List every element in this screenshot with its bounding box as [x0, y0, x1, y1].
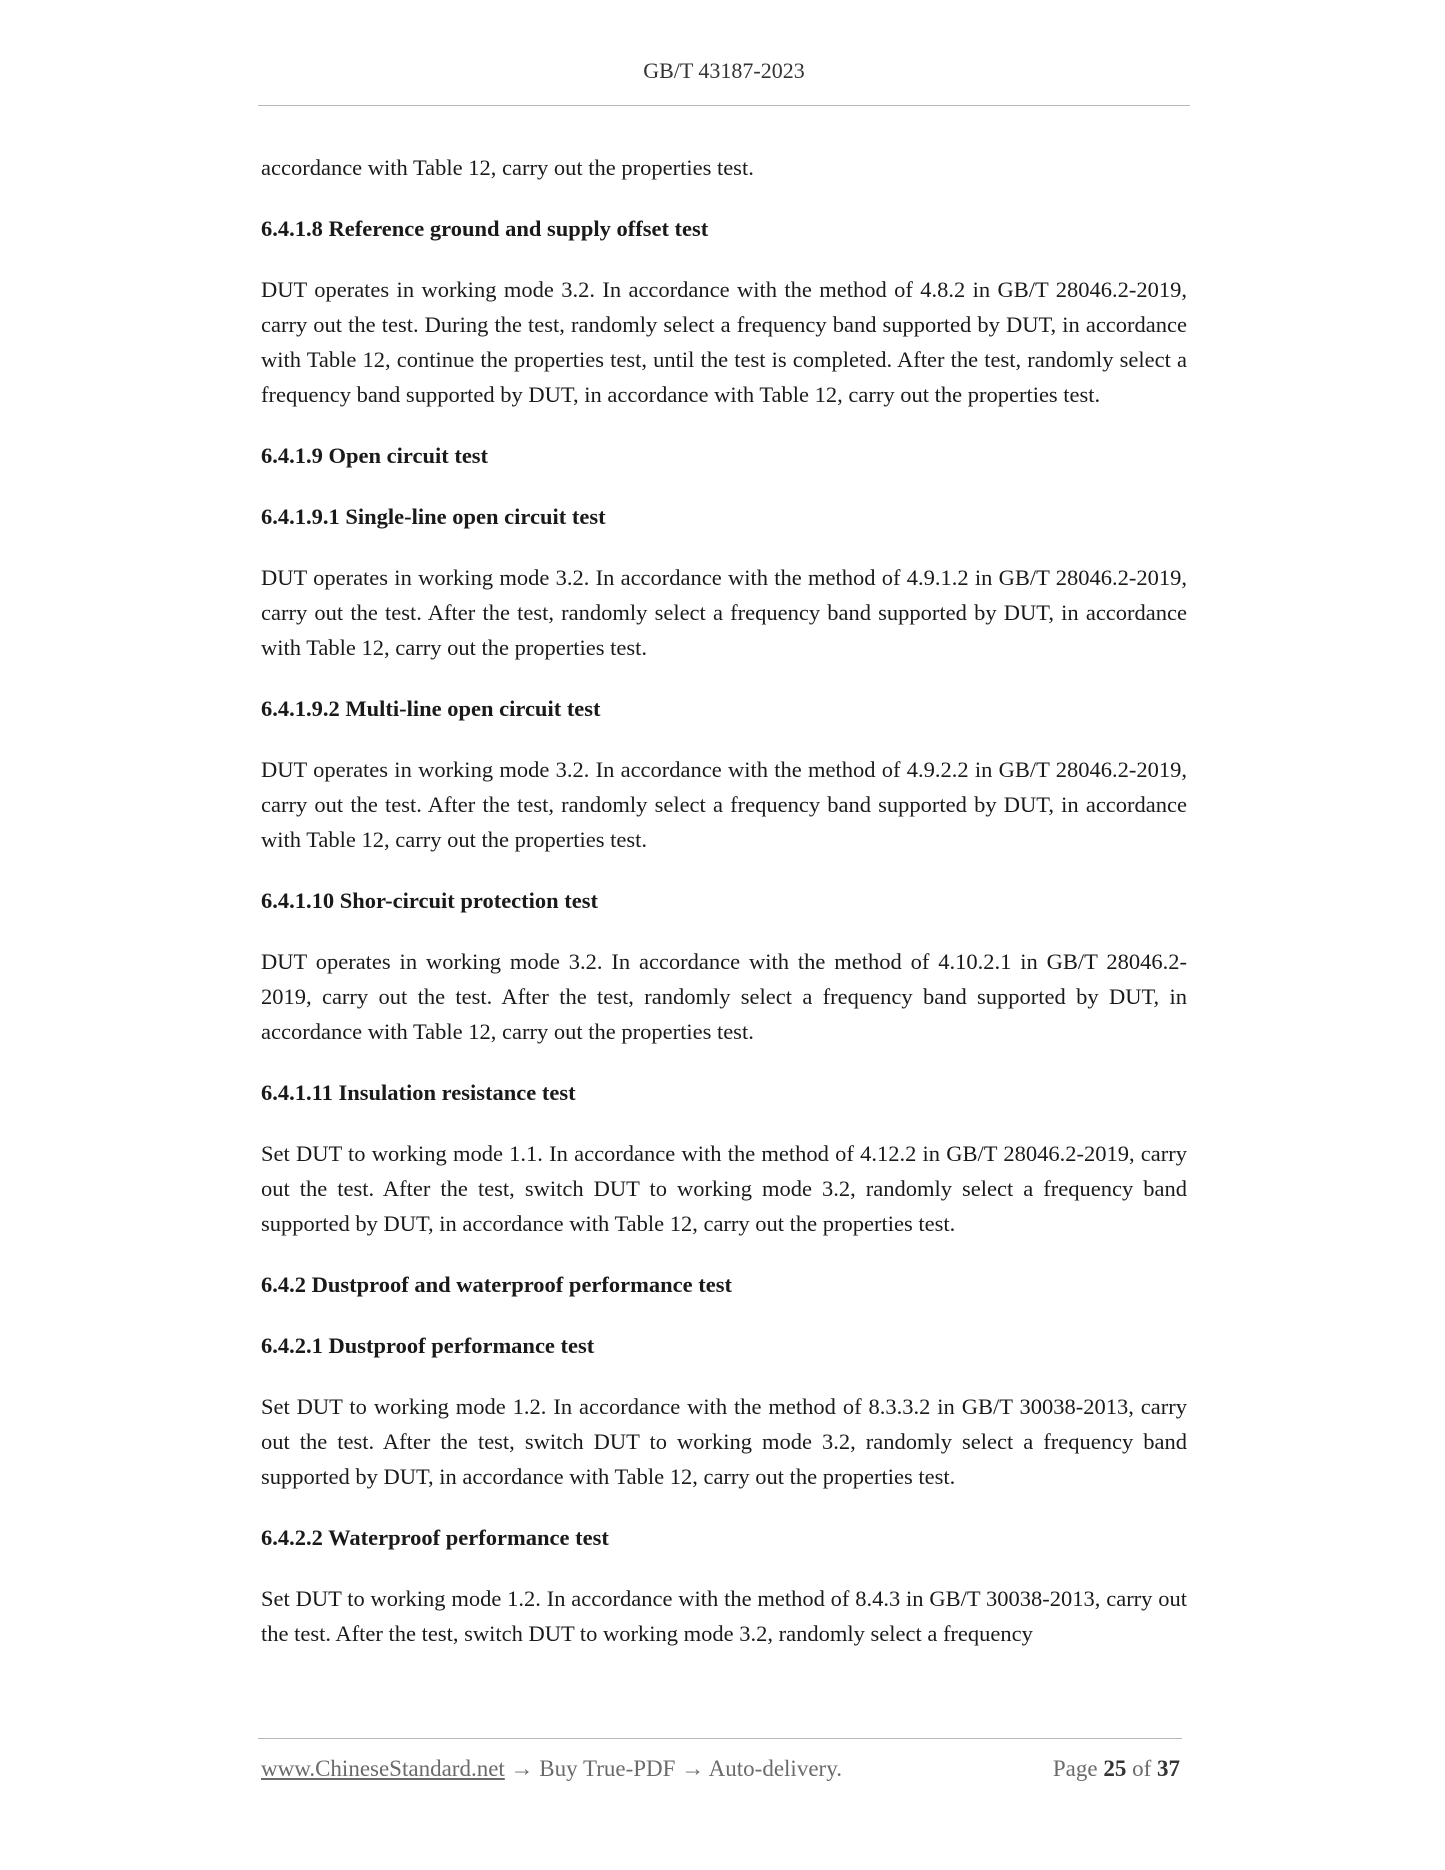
paragraph-6-4-2-2: Set DUT to working mode 1.2. In accordance with the method of 8.4.3 in GB/T 30038-2013, carry out the test. After the test, switch DUT to working mode 3.2, randomly select a frequency	[261, 1586, 1187, 1646]
page-number: 25	[1103, 1756, 1127, 1781]
footer-promo	[261, 1756, 842, 1782]
auto-delivery-text: Auto-delivery.	[708, 1756, 842, 1781]
arrow-icon: →	[504, 1756, 540, 1781]
document-header-id: GB/T 43187-2023	[643, 58, 805, 83]
document-body	[261, 150, 1187, 1677]
section-heading-6-4-1-9: 6.4.1.9 Open circuit test	[261, 443, 489, 468]
section-heading-6-4-1-9-1: 6.4.1.9.1 Single-line open circuit test	[261, 504, 606, 529]
page-indicator	[1053, 1756, 1180, 1782]
page-label: Page	[1052, 1756, 1098, 1781]
paragraph-6-4-2-1: Set DUT to working mode 1.2. In accordance with the method of 8.3.3.2 in GB/T 30038-2013, carry out the test. After the test, switch DUT to working mode 3.2, randomly select a frequency band supported by DUT, in accordance with Table 12, carry out the properties test.	[261, 1394, 1187, 1489]
website-link[interactable]: www.ChineseStandard.net	[261, 1756, 505, 1781]
section-heading-6-4-1-9-2: 6.4.1.9.2 Multi-line open circuit test	[261, 696, 601, 721]
footer-divider	[258, 1738, 1182, 1739]
of-label: of	[1132, 1756, 1152, 1781]
paragraph-6-4-1-9-2: DUT operates in working mode 3.2. In accordance with the method of 4.9.2.2 in GB/T 28046.2-2019, carry out the test. After the test, randomly select a frequency band supported by DUT, in accordance with Table 12, carry out the properties test.	[261, 757, 1187, 852]
section-heading-6-4-1-11: 6.4.1.11 Insulation resistance test	[261, 1080, 576, 1105]
paragraph-6-4-1-10: DUT operates in working mode 3.2. In accordance with the method of 4.10.2.1 in GB/T 28046.2-2019, carry out the test. After the test, randomly select a frequency band supported by DUT, in accordance with Table 12, carry out the properties test.	[261, 949, 1187, 1044]
arrow-icon: →	[675, 1756, 709, 1781]
buy-pdf-text: Buy True-PDF	[539, 1756, 676, 1781]
paragraph-6-4-1-8: DUT operates in working mode 3.2. In accordance with the method of 4.8.2 in GB/T 28046.2-2019, carry out the test. During the test, randomly select a frequency band supported by DUT, in accordance with Table 12, continue the properties test, until the test is completed. After the test, randomly select a frequency band supported by DUT, in accordance with Table 12, carry out the properties test.	[261, 277, 1187, 407]
paragraph-6-4-1-9-1: DUT operates in working mode 3.2. In accordance with the method of 4.9.1.2 in GB/T 28046.2-2019, carry out the test. After the test, randomly select a frequency band supported by DUT, in accordance with Table 12, carry out the properties test.	[261, 565, 1187, 660]
header-divider	[258, 105, 1190, 106]
section-heading-6-4-1-8: 6.4.1.8 Reference ground and supply offset test	[261, 216, 709, 241]
paragraph-continuation: accordance with Table 12, carry out the properties test.	[261, 155, 754, 180]
section-heading-6-4-2-1: 6.4.2.1 Dustproof performance test	[261, 1333, 595, 1358]
paragraph-6-4-1-11: Set DUT to working mode 1.1. In accordance with the method of 4.12.2 in GB/T 28046.2-2019, carry out the test. After the test, switch DUT to working mode 3.2, randomly select a frequency band supported by DUT, in accordance with Table 12, carry out the properties test.	[261, 1141, 1187, 1236]
page-total: 37	[1157, 1756, 1180, 1781]
section-heading-6-4-2-2: 6.4.2.2 Waterproof performance test	[261, 1525, 609, 1550]
section-heading-6-4-1-10: 6.4.1.10 Shor-circuit protection test	[261, 888, 599, 913]
section-heading-6-4-2: 6.4.2 Dustproof and waterproof performance test	[261, 1272, 732, 1297]
